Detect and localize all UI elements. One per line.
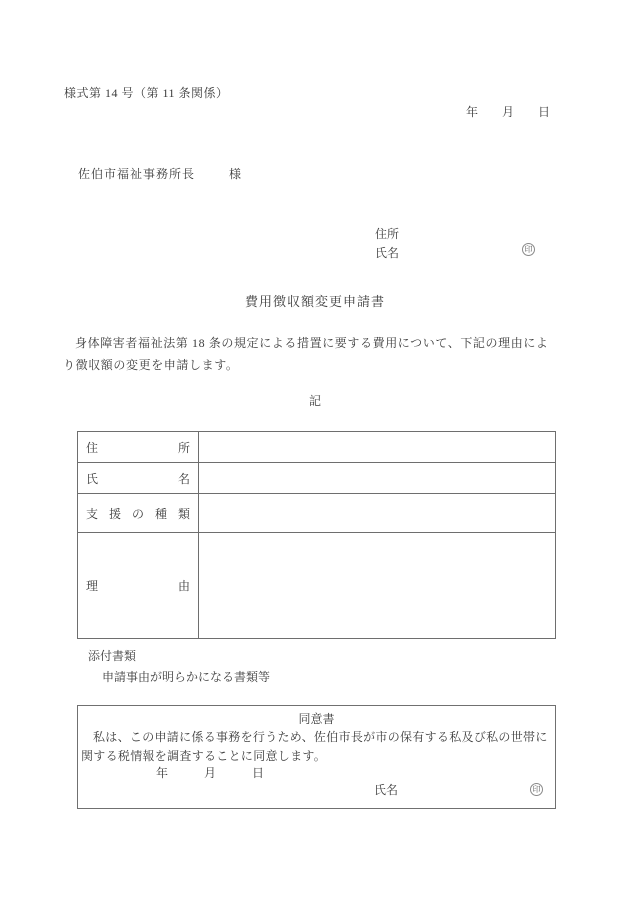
sender-address-label: 住所: [375, 227, 400, 241]
consent-date-line: 年 月 日: [156, 766, 265, 780]
row-value-support-type: [199, 494, 556, 533]
body-paragraph: [63, 332, 561, 376]
row-label-reason: 理 由: [86, 579, 190, 593]
form-number: 様式第 14 号（第 11 条関係）: [64, 86, 229, 100]
consent-name-label: 氏名: [374, 783, 399, 797]
addressee-honorific: 様: [229, 167, 243, 181]
row-label-name: 氏 名: [86, 471, 190, 486]
document-title: 費用徴収額変更申請書: [244, 294, 385, 309]
sender-seal-icon: 印: [522, 243, 535, 256]
attachments-section: [88, 646, 270, 688]
sender-block: [375, 225, 399, 263]
row-value-reason: [199, 533, 556, 639]
record-mark: 記: [308, 394, 321, 408]
consent-name-line: [81, 782, 552, 799]
date-line-top: 年 月 日: [465, 105, 550, 119]
consent-box: [77, 705, 556, 809]
addressee-line: [78, 167, 242, 181]
consent-title: 同意書: [298, 712, 335, 726]
consent-body: [81, 728, 552, 765]
table-row-reason: [78, 533, 556, 639]
attachments-item: 申請事由が明らかになる書類等: [102, 670, 271, 684]
sender-name-label: 氏名: [375, 246, 400, 260]
application-table: [77, 431, 556, 639]
row-label-address: 住 所: [86, 440, 190, 455]
row-value-name: [199, 463, 556, 494]
body-line-2: り徴収額の変更を申請します。: [63, 358, 239, 372]
row-label-support-type: 支 援 の 種 類: [86, 506, 190, 521]
table-row-support-type: [78, 494, 556, 533]
row-value-address: [199, 432, 556, 463]
consent-body-line-2: 関する税情報を調査することに同意します。: [81, 748, 327, 763]
consent-body-line-1: 私は、この申請に係る事務を行うため、佐伯市長が市の保有する私及び私の世帯に: [93, 730, 548, 744]
consent-seal-icon: 印: [530, 783, 543, 796]
body-line-1: 身体障害者福祉法第 18 条の規定による措置に要する費用について、下記の理由によ: [75, 336, 549, 350]
addressee-name: 佐伯市福祉事務所長: [78, 167, 196, 181]
attachments-heading: 添付書類: [88, 649, 137, 663]
table-row-name: [78, 463, 556, 494]
table-row-address: [78, 432, 556, 463]
